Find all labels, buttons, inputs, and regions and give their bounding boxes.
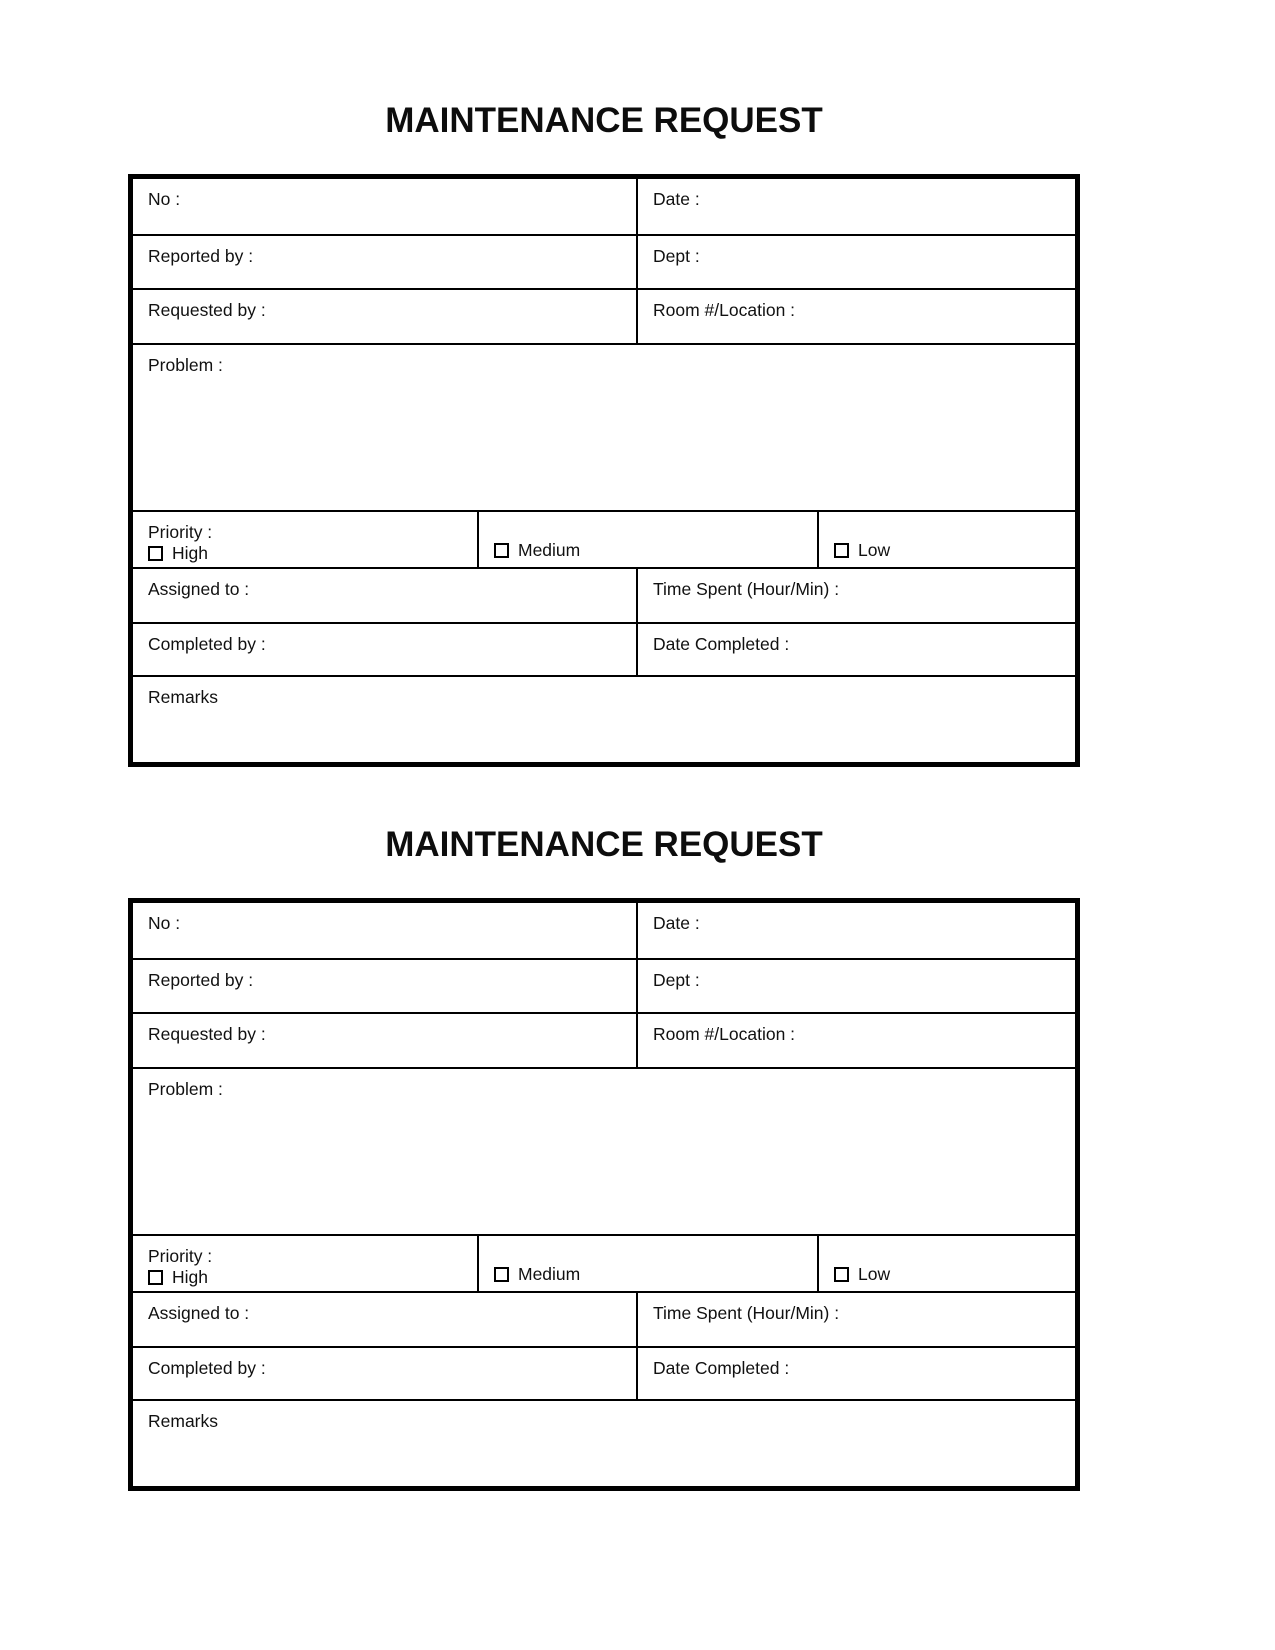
row-completed-date [133, 1348, 1075, 1401]
assigned-to-label: Assigned to : [148, 579, 250, 599]
row-remarks [133, 1401, 1075, 1486]
no-label: No : [148, 189, 181, 209]
priority-option-high [148, 543, 471, 563]
low-checkbox-icon[interactable] [834, 543, 849, 558]
form-title: MAINTENANCE REQUEST [385, 825, 823, 864]
request-table [128, 174, 1080, 767]
priority-label: Priority : [148, 522, 213, 542]
high-label: High [172, 1267, 208, 1287]
no-label: No : [148, 913, 181, 933]
field-date[interactable] [638, 903, 1075, 958]
row-reported-dept [133, 960, 1075, 1014]
time-spent-label: Time Spent (Hour/Min) : [653, 1303, 840, 1323]
field-problem[interactable] [133, 345, 1075, 510]
field-requested-by[interactable] [133, 1014, 638, 1067]
priority-low-cell [819, 512, 1075, 567]
requested-by-label: Requested by : [148, 1024, 266, 1044]
request-table [128, 898, 1080, 1491]
field-assigned-to[interactable] [133, 1293, 638, 1346]
field-time-spent[interactable] [638, 1293, 1075, 1346]
field-no[interactable] [133, 179, 638, 234]
dept-label: Dept : [653, 970, 700, 990]
row-assigned-time [133, 569, 1075, 624]
time-spent-label: Time Spent (Hour/Min) : [653, 579, 840, 599]
field-dept[interactable] [638, 236, 1075, 288]
field-assigned-to[interactable] [133, 569, 638, 622]
reported-by-label: Reported by : [148, 970, 254, 990]
field-dept[interactable] [638, 960, 1075, 1012]
field-room-location[interactable] [638, 290, 1075, 343]
row-assigned-time [133, 1293, 1075, 1348]
low-label: Low [858, 540, 891, 560]
completed-by-label: Completed by : [148, 1358, 266, 1378]
medium-checkbox-icon[interactable] [494, 1267, 509, 1282]
row-problem [133, 345, 1075, 512]
problem-label: Problem : [148, 355, 223, 375]
priority-high-cell [133, 1236, 479, 1291]
field-date-completed[interactable] [638, 1348, 1075, 1399]
field-problem[interactable] [133, 1069, 1075, 1234]
priority-high-cell [133, 512, 479, 567]
field-remarks[interactable] [133, 1401, 1075, 1486]
remarks-label: Remarks [148, 1411, 219, 1431]
low-checkbox-icon[interactable] [834, 1267, 849, 1282]
field-time-spent[interactable] [638, 569, 1075, 622]
priority-option-low [834, 540, 1069, 560]
room-location-label: Room #/Location : [653, 300, 796, 320]
priority-medium-cell [479, 1236, 819, 1291]
high-label: High [172, 543, 208, 563]
field-room-location[interactable] [638, 1014, 1075, 1067]
row-requested-room [133, 1014, 1075, 1069]
medium-label: Medium [518, 540, 581, 560]
row-requested-room [133, 290, 1075, 345]
form-title: MAINTENANCE REQUEST [385, 101, 823, 140]
reported-by-label: Reported by : [148, 246, 254, 266]
medium-label: Medium [518, 1264, 581, 1284]
priority-option-medium [494, 1264, 811, 1284]
requested-by-label: Requested by : [148, 300, 266, 320]
field-reported-by[interactable] [133, 960, 638, 1012]
maintenance-request-form-1 [128, 0, 1080, 767]
high-checkbox-icon[interactable] [148, 1270, 163, 1285]
field-date-completed[interactable] [638, 624, 1075, 675]
priority-option-high [148, 1267, 471, 1287]
row-no-date [133, 903, 1075, 960]
row-remarks [133, 677, 1075, 762]
priority-medium-cell [479, 512, 819, 567]
date-label: Date : [653, 189, 700, 209]
priority-label: Priority : [148, 1246, 213, 1266]
row-completed-date [133, 624, 1075, 677]
priority-option-medium [494, 540, 811, 560]
remarks-label: Remarks [148, 687, 219, 707]
date-label: Date : [653, 913, 700, 933]
field-remarks[interactable] [133, 677, 1075, 762]
date-completed-label: Date Completed : [653, 634, 790, 654]
field-requested-by[interactable] [133, 290, 638, 343]
field-completed-by[interactable] [133, 1348, 638, 1399]
priority-option-low [834, 1264, 1069, 1284]
row-reported-dept [133, 236, 1075, 290]
row-problem [133, 1069, 1075, 1236]
high-checkbox-icon[interactable] [148, 546, 163, 561]
assigned-to-label: Assigned to : [148, 1303, 250, 1323]
medium-checkbox-icon[interactable] [494, 543, 509, 558]
row-priority [133, 1236, 1075, 1293]
row-no-date [133, 179, 1075, 236]
low-label: Low [858, 1264, 891, 1284]
problem-label: Problem : [148, 1079, 223, 1099]
row-priority [133, 512, 1075, 569]
completed-by-label: Completed by : [148, 634, 266, 654]
field-no[interactable] [133, 903, 638, 958]
maintenance-request-form-2 [128, 825, 1080, 1491]
field-completed-by[interactable] [133, 624, 638, 675]
field-date[interactable] [638, 179, 1075, 234]
priority-low-cell [819, 1236, 1075, 1291]
date-completed-label: Date Completed : [653, 1358, 790, 1378]
room-location-label: Room #/Location : [653, 1024, 796, 1044]
dept-label: Dept : [653, 246, 700, 266]
field-reported-by[interactable] [133, 236, 638, 288]
